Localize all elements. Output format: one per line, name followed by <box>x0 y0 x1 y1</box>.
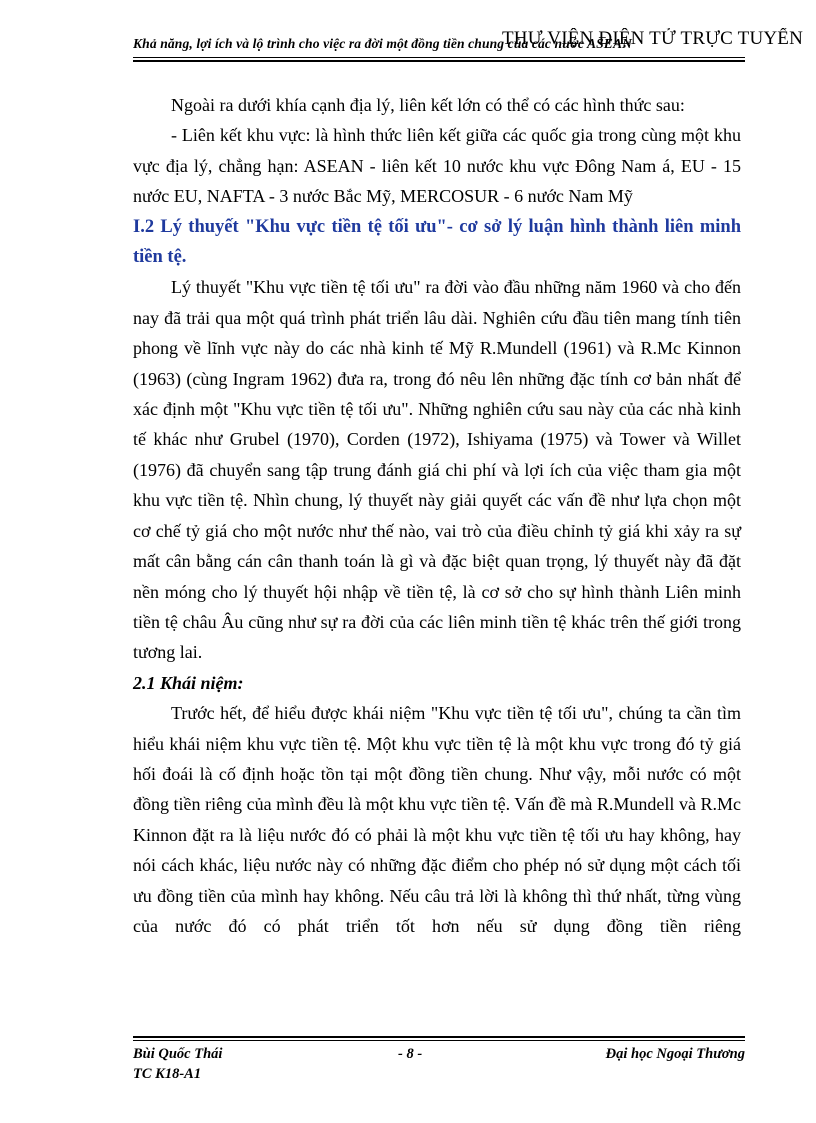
paragraph-regional-link: - Liên kết khu vực: là hình thức liên kết giữa các quốc gia trong cùng một khu vực địa lý, chẳng hạn: ASEAN - liên kết 10 nước khu vực Đông Nam á, EU - 15 nước EU, NAFTA - 3 nước Bắc Mỹ, MERCOSUR - 6 nước Nam Mỹ <box>133 125 741 207</box>
footer-divider-thick <box>133 1036 745 1038</box>
header-title: Khả năng, lợi ích và lộ trình cho việc ra đời một đồng tiền chung của các nước ASEAN <box>133 36 633 51</box>
paragraph-concept: Trước hết, để hiểu được khái niệm "Khu vực tiền tệ tối ưu", chúng ta cần tìm hiểu khái niệm khu vực tiền tệ. Một khu vực tiền tệ là một khu vực trong đó tỷ giá hối đoái là cố định hoặc tồn tại một đồng tiền chung. Như vậy, mỗi nước có một đồng tiền riêng của mình đều là một khu vực tiền tệ. Vấn đề mà R.Mundell và R.Mc Kinnon đặt ra là liệu nước đó có phải là một khu vực tiền tệ tối ưu hay không, hay nói cách khác, liệu nước này có những đặc điểm cho phép nó sử dụng một cách tối ưu đồng tiền của mình hay không. Nếu câu trả lời là không thì thứ nhất, từng vùng của nước đó có phát triển tốt hơn nếu sử dụng đồng tiền riêng <box>133 703 741 936</box>
header-watermark: THƯ VIỆN ĐIỆN TỬ TRỰC TUYẾN <box>502 28 804 49</box>
footer-author-block <box>133 1044 222 1084</box>
page-body <box>133 90 741 941</box>
footer-class: TC K18-A1 <box>133 1066 202 1082</box>
header-divider-thick <box>133 60 745 62</box>
subsection-heading: 2.1 Khái niệm: <box>133 672 244 693</box>
footer-school: Đại học Ngoại Thương <box>605 1046 745 1062</box>
footer-author: Bùi Quốc Thái <box>133 1046 223 1062</box>
footer-divider <box>133 1040 745 1041</box>
header-divider <box>133 57 745 58</box>
section-heading: I.2 Lý thuyết "Khu vực tiền tệ tối ưu"- cơ sở lý luận hình thành liên minh tiền tệ. <box>133 216 741 268</box>
page-header <box>133 28 816 54</box>
paragraph-intro: Ngoài ra dưới khía cạnh địa lý, liên kết lớn có thể có các hình thức sau: <box>171 95 685 115</box>
page-number: - 8 - <box>398 1046 423 1062</box>
paragraph-theory: Lý thuyết "Khu vực tiền tệ tối ưu" ra đời vào đầu những năm 1960 và cho đến nay đã trải qua một quá trình phát triển lâu dài. Nghiên cứu đầu tiên mang tính tiên phong về lĩnh vực này do các nhà kinh tế Mỹ R.Mundell (1961) và R.Mc Kinnon (1963) (cùng Ingram 1962) đưa ra, trong đó nêu lên những đặc tính cơ bản nhất để xác định một "Khu vực tiền tệ tối ưu". Những nghiên cứu sau này của các nhà kinh tế khác như Grubel (1970), Corden (1972), Ishiyama (1975) và Tower và Willet (1976) đã chuyển sang tập trung đánh giá chi phí và lợi ích của việc tham gia một khu vực tiền tệ. Nhìn chung, lý thuyết này giải quyết các vấn đề như lựa chọn một cơ chế tỷ giá cho một nước như thế nào, vai trò của điều chỉnh tỷ giá khi xảy ra sự mất cân bằng cán cân thanh toán là gì và đặc biệt quan trọng, lý thuyết này đã đặt nền móng cho lý thuyết hội nhập về tiền tệ, là cơ sở cho sự hình thành Liên minh tiền tệ châu Âu cũng như sự ra đời của các liên minh tiền tệ khác trên thế giới trong tương lai. <box>133 277 741 663</box>
